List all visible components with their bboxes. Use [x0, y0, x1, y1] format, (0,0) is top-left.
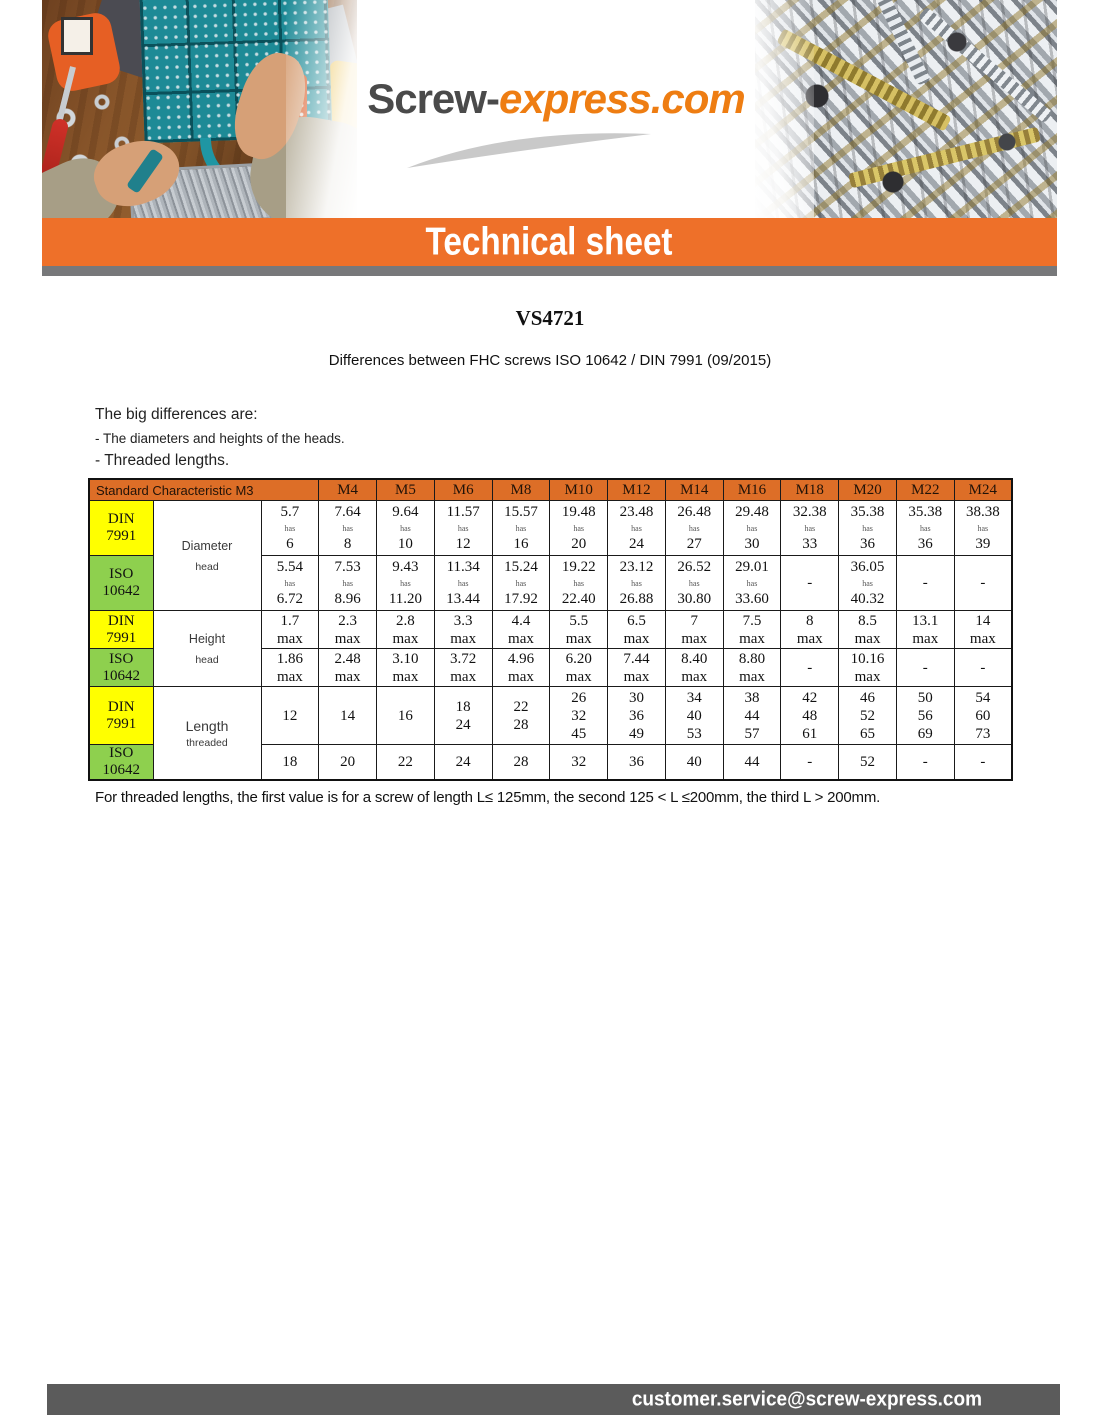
document-subtitle: Differences between FHC screws ISO 10642 / DIN 7991 (09/2015) [328, 352, 772, 369]
value-cell: 23.12 has 26.88 [608, 556, 666, 611]
standard-cell: ISO 10642 [89, 556, 153, 611]
value-cell: 3.3 max [434, 611, 492, 649]
logo-text-express: express.com [498, 75, 745, 122]
table-row [89, 687, 1012, 745]
table-header-size: M4 [319, 479, 377, 501]
value-cell: - [896, 745, 954, 781]
value-cell: 23.48 has 24 [608, 501, 666, 556]
table-header-size: M18 [781, 479, 839, 501]
spec-table [88, 478, 1013, 781]
characteristic-cell: Length threaded [153, 687, 261, 781]
value-cell: 18 [261, 745, 319, 781]
value-cell: 34 40 53 [665, 687, 723, 745]
workbench-photo-image [42, 0, 357, 218]
value-cell: 2.3 max [319, 611, 377, 649]
value-cell: 35.38 has 36 [839, 501, 897, 556]
value-cell: - [781, 745, 839, 781]
table-header-size: M8 [492, 479, 550, 501]
technical-sheet-banner [42, 218, 1057, 266]
footnote-text: For threaded lengths, the first value is for a screw of length L≤ 125mm, the second 125 < L ≤200mm, the third L > 200mm. [95, 789, 881, 806]
value-cell: 20 [319, 745, 377, 781]
standard-cell: DIN 7991 [89, 611, 153, 649]
value-cell: 2.8 max [377, 611, 435, 649]
value-cell: - [896, 649, 954, 687]
value-cell: 9.64 has 10 [377, 501, 435, 556]
value-cell: 26.48 has 27 [665, 501, 723, 556]
contact-email: customer.service@screw-express.com [631, 1387, 982, 1411]
value-cell: - [954, 649, 1012, 687]
value-cell: 24 [434, 745, 492, 781]
value-cell: 5.5 max [550, 611, 608, 649]
value-cell: 5.54 has 6.72 [261, 556, 319, 611]
value-cell: - [954, 745, 1012, 781]
value-cell: 36 [608, 745, 666, 781]
value-cell: 28 [492, 745, 550, 781]
value-cell: - [781, 649, 839, 687]
logo-text [357, 76, 755, 122]
value-cell: 46 52 65 [839, 687, 897, 745]
table-header-size: M6 [434, 479, 492, 501]
value-cell: 29.48 has 30 [723, 501, 781, 556]
value-cell: 32 [550, 745, 608, 781]
standard-cell: ISO 10642 [89, 745, 153, 781]
value-cell: 14 [319, 687, 377, 745]
value-cell: 44 [723, 745, 781, 781]
table-header-size: M14 [665, 479, 723, 501]
value-cell: 6.5 max [608, 611, 666, 649]
value-cell: 3.72 max [434, 649, 492, 687]
intro-line-2: - The diameters and heights of the heads. [95, 431, 345, 446]
value-cell: 7 max [665, 611, 723, 649]
photo-fade [286, 0, 357, 218]
document-code: VS4721 [515, 306, 585, 330]
standard-cell: ISO 10642 [89, 649, 153, 687]
characteristic-cell: Height head [153, 611, 261, 687]
value-cell: 29.01 has 33.60 [723, 556, 781, 611]
table-header-merged: Standard Characteristic M3 [89, 479, 319, 501]
value-cell: 14 max [954, 611, 1012, 649]
intro-line-1: The big differences are: [95, 406, 258, 423]
value-cell: 54 60 73 [954, 687, 1012, 745]
value-cell: 6.20 max [550, 649, 608, 687]
value-cell: 22 28 [492, 687, 550, 745]
screws-photo-image [755, 0, 1057, 218]
value-cell: 13.1 max [896, 611, 954, 649]
table-header-size: M5 [377, 479, 435, 501]
value-cell: 11.57 has 12 [434, 501, 492, 556]
standard-cell: DIN 7991 [89, 687, 153, 745]
table-row [89, 501, 1012, 556]
table-header-size: M12 [608, 479, 666, 501]
value-cell: 8.5 max [839, 611, 897, 649]
value-cell: 19.48 has 20 [550, 501, 608, 556]
value-cell: 26 32 45 [550, 687, 608, 745]
value-cell: 15.24 has 17.92 [492, 556, 550, 611]
value-cell: 32.38 has 33 [781, 501, 839, 556]
intro-text [95, 406, 345, 470]
value-cell: - [954, 556, 1012, 611]
value-cell: 4.4 max [492, 611, 550, 649]
value-cell: 19.22 has 22.40 [550, 556, 608, 611]
value-cell: 10.16 max [839, 649, 897, 687]
value-cell: 1.86 max [261, 649, 319, 687]
value-cell: 38.38 has 39 [954, 501, 1012, 556]
value-cell: 18 24 [434, 687, 492, 745]
value-cell: 42 48 61 [781, 687, 839, 745]
value-cell: 2.48 max [319, 649, 377, 687]
value-cell: 36.05 has 40.32 [839, 556, 897, 611]
value-cell: - [781, 556, 839, 611]
logo-swoosh-icon [399, 118, 659, 174]
photo-fade [755, 0, 814, 218]
table-header-size: M16 [723, 479, 781, 501]
divider-strip [42, 266, 1057, 276]
value-cell: 15.57 has 16 [492, 501, 550, 556]
value-cell: 8.40 max [665, 649, 723, 687]
table-header-size: M10 [550, 479, 608, 501]
value-cell: 7.5 max [723, 611, 781, 649]
table-row [89, 611, 1012, 649]
logo-text-screw: Screw- [367, 75, 499, 122]
value-cell: 8.80 max [723, 649, 781, 687]
table-header-size: M22 [896, 479, 954, 501]
value-cell: 30 36 49 [608, 687, 666, 745]
value-cell: - [896, 556, 954, 611]
value-cell: 40 [665, 745, 723, 781]
value-cell: 50 56 69 [896, 687, 954, 745]
logo [357, 0, 755, 218]
tape-measure-window-icon [61, 17, 93, 55]
value-cell: 7.53 has 8.96 [319, 556, 377, 611]
intro-line-3: - Threaded lengths. [95, 452, 230, 469]
value-cell: 16 [377, 687, 435, 745]
value-cell: 1.7 max [261, 611, 319, 649]
value-cell: 3.10 max [377, 649, 435, 687]
value-cell: 22 [377, 745, 435, 781]
value-cell: 7.64 has 8 [319, 501, 377, 556]
value-cell: 35.38 has 36 [896, 501, 954, 556]
footer-bar [47, 1384, 1060, 1415]
value-cell: 5.7 has 6 [261, 501, 319, 556]
banner-title: Technical sheet [425, 219, 673, 264]
value-cell: 9.43 has 11.20 [377, 556, 435, 611]
value-cell: 7.44 max [608, 649, 666, 687]
table-header-row [89, 479, 1012, 501]
value-cell: 12 [261, 687, 319, 745]
value-cell: 38 44 57 [723, 687, 781, 745]
characteristic-cell: Diameter head [153, 501, 261, 611]
standard-cell: DIN 7991 [89, 501, 153, 556]
header-banner [42, 0, 1057, 218]
table-header-size: M24 [954, 479, 1012, 501]
value-cell: 26.52 has 30.80 [665, 556, 723, 611]
table-header-size: M20 [839, 479, 897, 501]
value-cell: 11.34 has 13.44 [434, 556, 492, 611]
value-cell: 52 [839, 745, 897, 781]
value-cell: 4.96 max [492, 649, 550, 687]
value-cell: 8 max [781, 611, 839, 649]
